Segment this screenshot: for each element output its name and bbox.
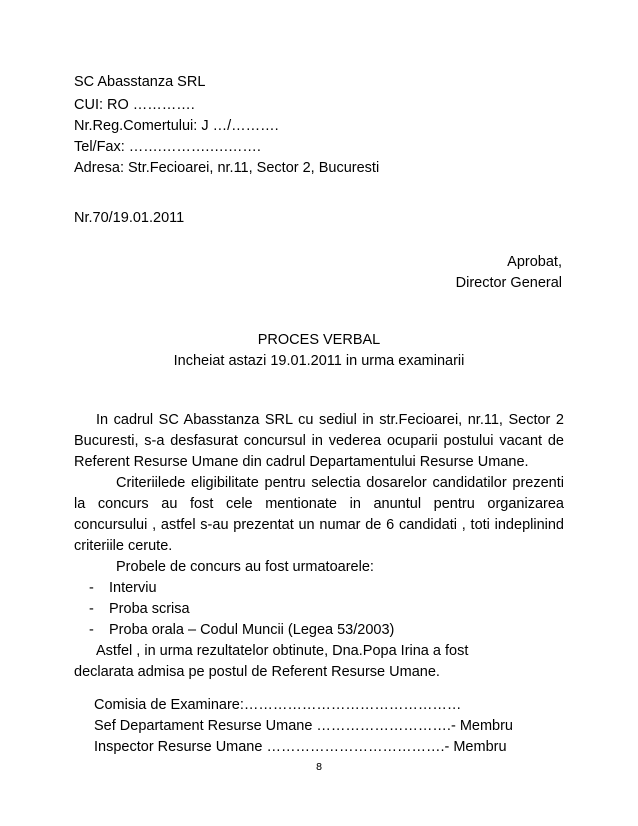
address-line: Adresa: Str.Fecioarei, nr.11, Sector 2, Bucuresti <box>74 160 380 176</box>
paragraph-criteria: Criteriilede eligibilitate pentru selectia dosarelor candidatilor prezenti la concurs au fost cele mentionate in anuntul pentru organizarea concursului , astfel s-au prezentat un numar de 6 candidati , toti indeplinind criteriile cerute. <box>74 475 564 554</box>
list-item <box>74 578 394 599</box>
list-bullet: - <box>89 622 94 638</box>
paragraph-intro: In cadrul SC Abasstanza SRL cu sediul in str.Fecioarei, nr.11, Sector 2 Bucuresti, s-a desfasurat concursul in vederea ocuparii postului vacant de Referent Resurse Umane din cadrul Departamentului Resurse Umane. <box>74 412 564 470</box>
commission-member-1: Sef Departament Resurse Umane ……………………….- Membru <box>94 718 513 734</box>
page-number: 8 <box>315 762 323 773</box>
document-title: PROCES VERBAL <box>257 332 381 348</box>
approval-title: Director General <box>455 275 562 291</box>
list-item-text: Proba orala – Codul Muncii (Legea 53/2003) <box>109 622 395 638</box>
commission-label: Comisia de Examinare:……………………………………… <box>94 697 462 713</box>
paragraph-result: Astfel , in urma rezultatelor obtinute, Dna.Popa Irina a fost declarata admisa pe postul de Referent Resurse Umane. <box>74 643 469 680</box>
list-item-text: Interviu <box>109 580 157 596</box>
list-item-text: Proba scrisa <box>109 601 190 617</box>
list-bullet: - <box>89 601 94 617</box>
probes-intro: Probele de concurs au fost urmatoarele: <box>116 559 374 575</box>
company-name: SC Abasstanza SRL <box>74 74 206 90</box>
commission-member-2: Inspector Resurse Umane ……………………………….- Membru <box>94 739 507 755</box>
list-item <box>74 620 394 641</box>
list-item <box>74 599 394 620</box>
probes-list <box>74 578 394 641</box>
registry-line: Nr.Reg.Comertului: J …/………. <box>74 118 279 134</box>
cui-line: CUI: RO …………. <box>74 97 195 113</box>
document-subtitle: Incheiat astazi 19.01.2011 in urma examinarii <box>173 353 465 369</box>
document-number: Nr.70/19.01.2011 <box>74 210 185 226</box>
list-bullet: - <box>89 580 94 596</box>
telfax-line: Tel/Fax: …….……….….……. <box>74 139 261 155</box>
approval-label: Aprobat, <box>507 254 562 270</box>
